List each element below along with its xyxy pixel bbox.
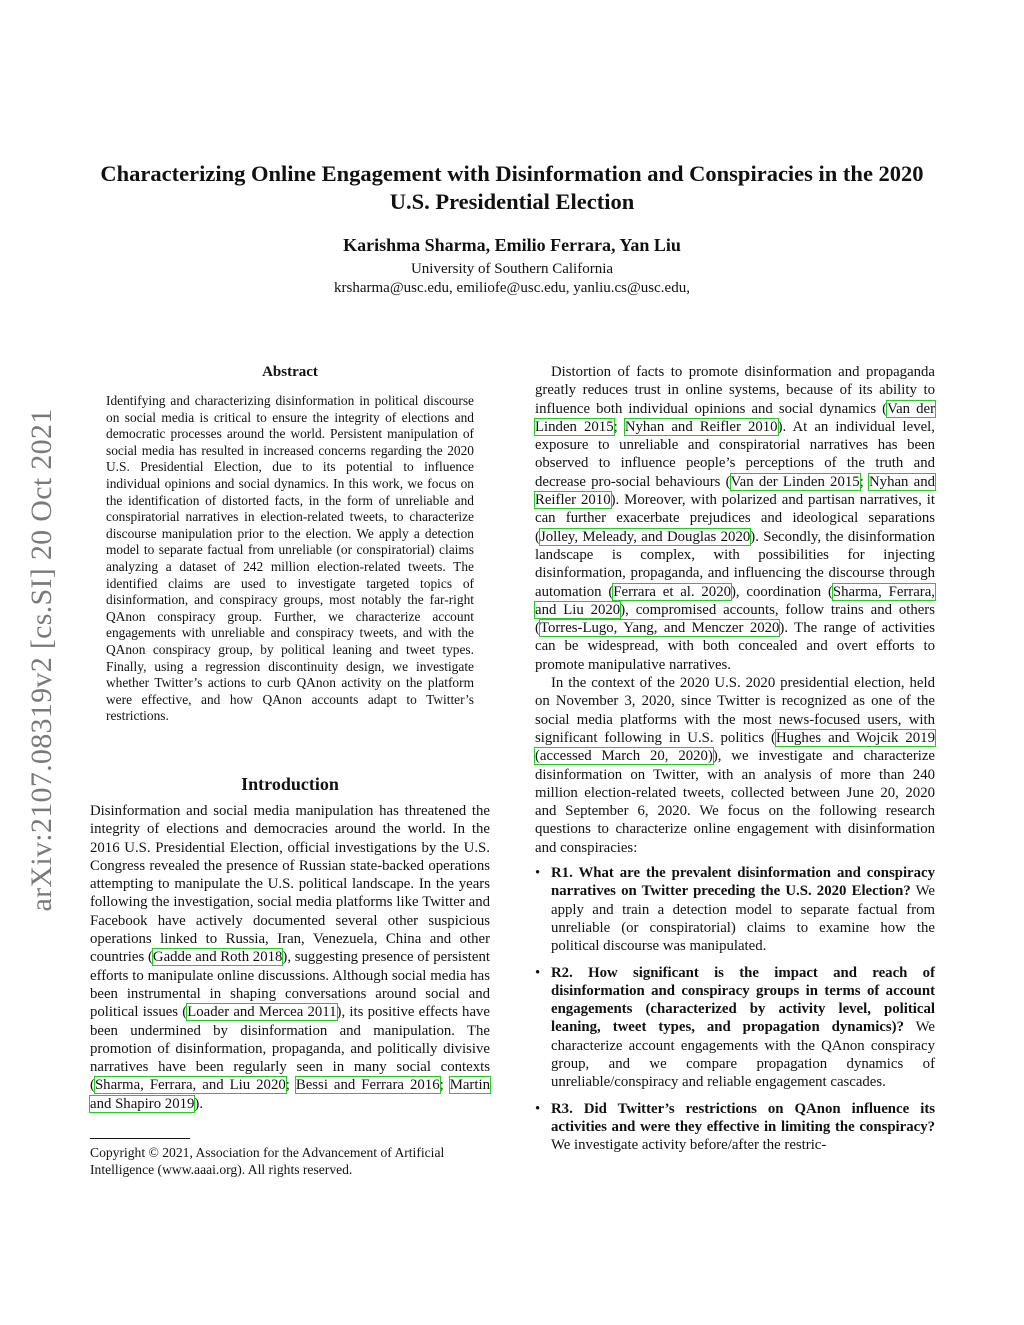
footnote-divider (90, 1138, 190, 1139)
body-text: ). The range of activities can be widespread, with both concealed and overt efforts to promote manipulative narratives. (535, 620, 935, 673)
bullet-icon: • (535, 964, 541, 981)
body-text: ), coordination ( (731, 583, 833, 600)
citation-link[interactable]: Martin and Shapiro 2019 (90, 1077, 490, 1112)
citation-link[interactable]: Jolley, Meleady, and Douglas 2020 (539, 528, 751, 545)
citation-link[interactable]: Van der Linden 2015 (730, 473, 860, 490)
abstract-heading: Abstract (262, 364, 318, 380)
author-emails: krsharma@usc.edu, emiliofe@usc.edu, yanliu.cs@usc.edu, (334, 280, 690, 296)
body-text: In the context of the 2020 U.S. 2020 presidential election, held on November 3, 2020, since Twitter is recognized as one of the social media platforms with the most news-focused users, with significant following in U.S. politics ( (535, 675, 935, 746)
citation-link[interactable]: Ferrara et al. 2020 (613, 583, 731, 600)
research-questions-list (535, 864, 935, 1154)
research-question-item (535, 1100, 935, 1155)
introduction-heading: Introduction (241, 774, 339, 794)
affiliation: University of Southern California (410, 261, 614, 277)
citation-link[interactable]: Nyhan and Reifler 2010 (624, 418, 778, 435)
body-text: Distortion of facts to promote disinformation and propaganda greatly reduces trust in online systems, because of its ability to influence both individual opinions and social dynamics ( (535, 364, 935, 417)
intro-text: ; (285, 1077, 296, 1094)
paper-authors: Karishma Sharma, Emilio Ferrara, Yan Liu (343, 235, 681, 255)
intro-text: ), suggesting presence of persistent efforts to manipulate online discussions. Although social media has been instrumental in shaping conversations around social and political issues ( (90, 949, 490, 1021)
citation-link[interactable]: Torres-Lugo, Yang, and Menczer 2020 (539, 620, 780, 637)
research-question-item (535, 864, 935, 955)
citation-link[interactable]: Nyhan and Reifler 2010 (535, 473, 936, 509)
research-question-title: R1. What are the prevalent disinformation and conspiracy narratives on Twitter preceding the U.S. 2020 Election? (551, 865, 935, 900)
research-question-text: We apply and train a detection model to separate factual from unreliable (or conspiratorial) claims to examine how the political discourse was manipulated. (551, 883, 935, 955)
citation-link[interactable]: Sharma, Ferrara, and Liu 2020 (94, 1077, 286, 1094)
affiliation-block (80, 260, 944, 298)
bullet-icon: • (535, 865, 541, 882)
introduction-paragraph (90, 802, 490, 1113)
body-paragraph (535, 363, 935, 674)
intro-text: ). (194, 1095, 204, 1112)
citation-link[interactable]: Bessi and Ferrara 2016 (295, 1077, 440, 1094)
citation-link[interactable]: Sharma, Ferrara, and Liu 2020 (535, 583, 935, 618)
citation-link[interactable]: Van der Linden 2015 (535, 400, 935, 435)
paper-title: Characterizing Online Engagement with Disinformation and Conspiracies in the 2020 U.S. Presidential Election (100, 161, 924, 214)
research-question-title: R3. Did Twitter’s restrictions on QAnon influence its activities and were they effective in limiting the conspiracy? (551, 1100, 935, 1135)
research-question-text: We characterize account engagements with the QAnon conspiracy group, and we compare propagation dynamics of unreliable/conspiracy and reliable engagement cascades. (551, 1019, 935, 1091)
intro-text: ), its positive effects have been undermined by disinformation and manipulation. The promotion of disinformation, propaganda, and politically divisive narratives have been regularly seen in many social contexts ( (90, 1004, 490, 1094)
body-text: ; (613, 418, 625, 435)
body-paragraph (535, 674, 935, 857)
research-question-item (535, 964, 935, 1092)
citation-link[interactable]: Loader and Mercea 2011 (187, 1004, 337, 1021)
introduction-section (90, 772, 490, 1113)
copyright-footnote (90, 1138, 490, 1178)
abstract-text: Identifying and characterizing disinformation in political discourse on social media is critical to ensure the integrity of elections and democratic processes around the world. Persistent manipulation of social media has resulted in increased concerns regarding the 2020 U.S. Presidential Election, due to its potential to influence individual opinions and social dynamics. In this work, we focus on the identification of distorted facts, in the form of unreliable and conspiratorial narratives in election-related tweets, to characterize discourse manipulation prior to the election. We apply a detection model to separate factual from unreliable (or conspiratorial) claims analyzing a dataset of 242 million election-related tweets. The identified claims are used to investigate targeted topics of disinformation, and conspiracy groups, most notably the far-right QAnon conspiracy group. Further, we characterize account engagements with unreliable and conspiracy tweets, and with the QAnon conspiracy group, by political leaning and tweet types. Finally, using a regression discontinuity design, we investigate whether Twitter’s actions to curb QAnon activity on the platform were effective, and how QAnon accounts adapt to Twitter’s restrictions. (106, 393, 474, 724)
intro-text: ; (439, 1077, 450, 1094)
right-column (535, 363, 935, 1162)
citation-link[interactable]: Hughes and Wojcik 2019 (accessed March 20, 2020) (535, 729, 935, 765)
body-text: ), compromised accounts, follow trains and others ( (535, 601, 935, 637)
arxiv-stamp (22, 370, 62, 950)
body-text: ), we investigate and characterize disinformation on Twitter, with an analysis of more than 240 million election-related tweets, collected between June 20, 2020 and September 6, 2020. We focus on the following research questions to characterize online engagement with disinformation and conspiracies: (535, 748, 935, 856)
body-text: ). Secondly, the disinformation landscape is complex, with possibilities for injecting disinformation, propaganda, and influencing the discourse through automation ( (535, 528, 935, 600)
abstract-section (106, 362, 474, 725)
research-question-title: R2. How significant is the impact and reach of disinformation and conspiracy groups in terms of account engagements (characterized by activity level, political leaning, tweet types, and propagation dynamics)? (551, 964, 935, 1036)
body-text: ; (859, 473, 869, 490)
body-text: ). At an individual level, exposure to unreliable and conspiratorial narratives has been observed to influence people’s perceptions of the truth and decrease pro-social behaviours ( (535, 418, 935, 490)
body-text: ). Moreover, with polarized and partisan narratives, it can further exacerbate prejudices and ideological separations ( (535, 492, 935, 545)
copyright-text: Copyright © 2021, Association for the Advancement of Artificial Intelligence (www.aaai.org). All rights reserved. (90, 1145, 445, 1177)
intro-text: Disinformation and social media manipulation has threatened the integrity of elections and democracies around the world. In the 2016 U.S. Presidential Election, official investigations by the U.S. Congress revealed the presence of Russian state-backed operations attempting to manipulate the U.S. political landscape. In the years following the investigation, social media platforms like Twitter and Facebook have actively documented several other suspicious operations linked to Russia, Iran, Venezuela, China and other countries ( (90, 803, 490, 966)
research-question-text: We investigate activity before/after the restric- (551, 1137, 827, 1154)
bullet-icon: • (535, 1100, 541, 1117)
citation-link[interactable]: Gadde and Roth 2018 (152, 949, 283, 966)
arxiv-stamp-text: arXiv:2107.08319v2 [cs.SI] 20 Oct 2021 (25, 408, 58, 912)
